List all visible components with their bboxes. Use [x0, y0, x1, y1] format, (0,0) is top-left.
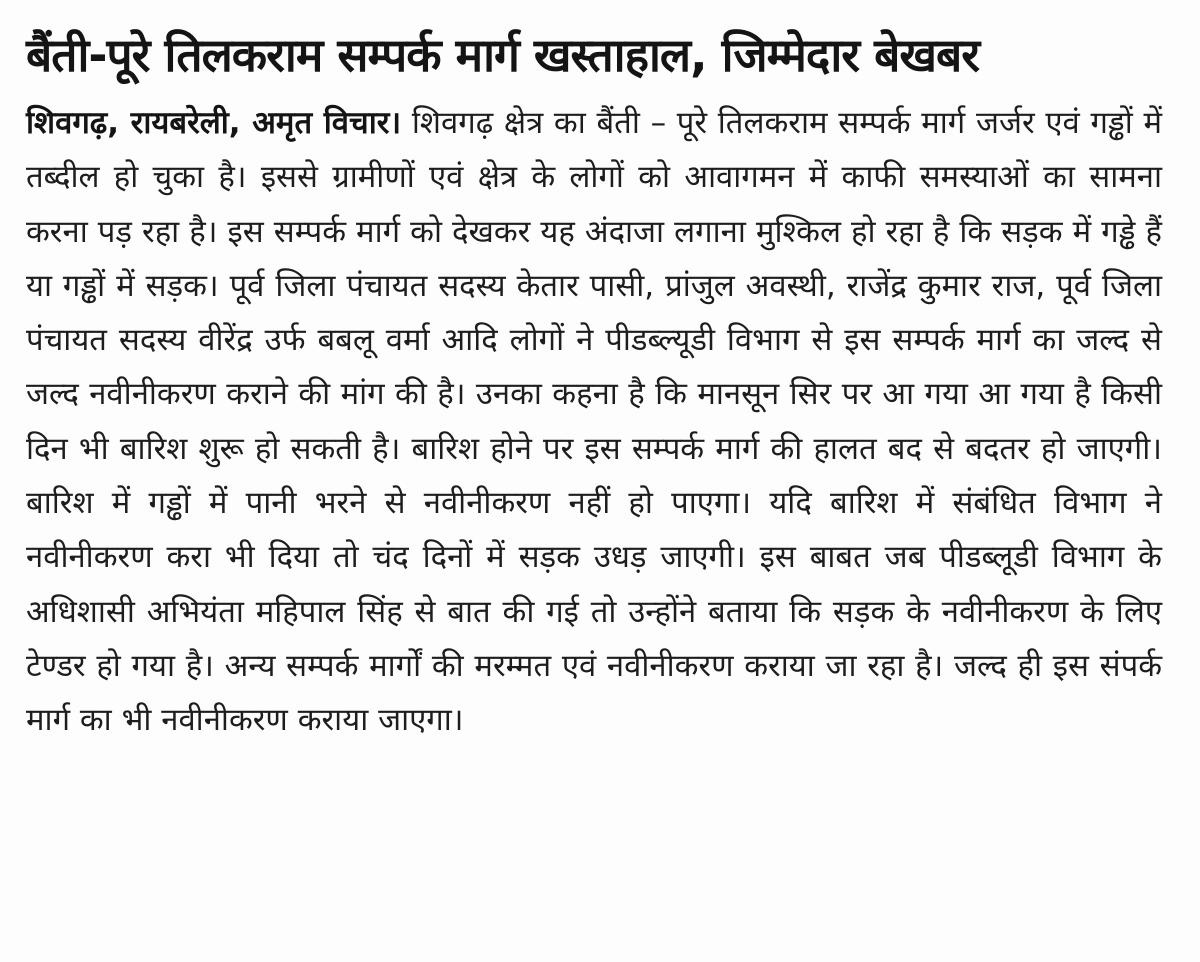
article-body	[26, 96, 1162, 748]
article-dateline: शिवगढ़, रायबरेली, अमृत विचार।	[26, 105, 402, 141]
article-headline: बैंती-पूरे तिलकराम सम्पर्क मार्ग खस्ताहाल, जिम्मेदार बेखबर	[26, 28, 980, 82]
article-body-text: शिवगढ़ क्षेत्र का बैंती – पूरे तिलकराम सम्पर्क मार्ग जर्जर एवं गड्ढों में तब्दील हो चुका है। इससे ग्रामीणों एवं क्षेत्र के लोगों को आवागमन में काफी समस्याओं का सामना करना पड़ रहा है। इस सम्पर्क मार्ग को देखकर यह अंदाजा लगाना मुश्किल हो रहा है कि सड़क में गड्ढे हैं या गड्ढों में सड़क। पूर्व जिला पंचायत सदस्य केतार पासी, प्रांजुल अवस्थी, राजेंद्र कुमार राज, पूर्व जिला पंचायत सदस्य वीरेंद्र उर्फ बबलू वर्मा आदि लोगों ने पीडब्ल्यूडी विभाग से इस सम्पर्क मार्ग का जल्द से जल्द नवीनीकरण कराने की मांग की है। उनका कहना है कि मानसून सिर पर आ गया आ गया है किसी दिन भी बारिश शुरू हो सकती है। बारिश होने पर इस सम्पर्क मार्ग की हालत बद से बदतर हो जाएगी। बारिश में गड्ढों में पानी भरने से नवीनीकरण नहीं हो पाएगा। यदि बारिश में संबंधित विभाग ने नवीनीकरण करा भी दिया तो चंद दिनों में सड़क उधड़ जाएगी। इस बाबत जब पीडब्लूडी विभाग के अधिशासी अभियंता महिपाल सिंह से बात की गई तो उन्होंने बताया कि सड़क के नवीनीकरण के लिए टेण्डर हो गया है। अन्य सम्पर्क मार्गों की मरम्मत एवं नवीनीकरण कराया जा रहा है। जल्द ही इस संपर्क मार्ग का भी नवीनीकरण कराया जाएगा।	[26, 105, 1162, 739]
